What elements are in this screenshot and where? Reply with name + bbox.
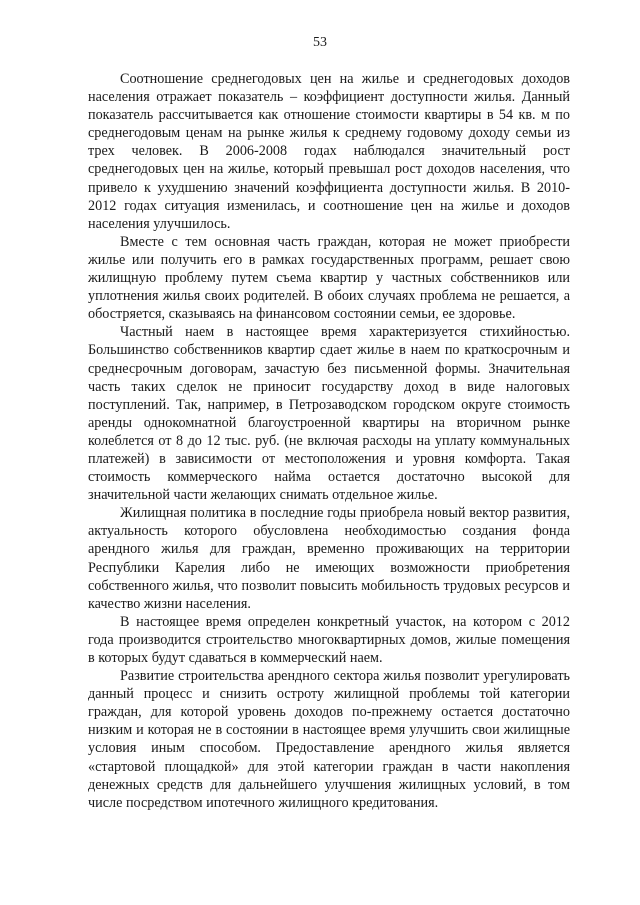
paragraph-private-rent: Частный наем в настоящее время характеризуется стихийностью. Большинство собственников квартир сдает жилье в наем по краткосрочным и среднесрочным договорам, зачастую без письменной формы. Значительная часть таких сделок не приносит государству доход в виде налоговых поступлений. Так, например, в Петрозаводском городском округе стоимость аренды однокомнатной благоустроенной квартиры на вторичном рынке колеблется от 8 до 12 тыс. руб. (не включая расходы на уплату коммунальных платежей) в зависимости от местоположения и уровня комфорта. Такая стоимость коммерческого найма остается достаточно высокой для значительной части желающих снимать отдельное жилье. bbox=[88, 324, 570, 504]
paragraph-housing-policy: Жилищная политика в последние годы приобрела новый вектор развития, актуальность которого обусловлена необходимостью создания фонда арендного жилья для граждан, временно проживающих на территории Республики Карелия либо не имеющих возможности приобретения собственного жилья, что позволит повысить мобильность трудовых ресурсов и качество жизни населения. bbox=[88, 505, 570, 612]
paragraph-affordability: Соотношение среднегодовых цен на жилье и среднегодовых доходов населения отражает показатель – коэффициент доступности жилья. Данный показатель рассчитывается как отношение стоимости квартиры в 54 кв. м по среднегодовым ценам на рынке жилья к среднему годовому доходу семьи из трех человек. В 2006-2008 годах наблюдался значительный рост среднегодовых цен на жилье, который превышал рост доходов населения, что привело к ухудшению значений коэффициента доступности жилья. В 2010-2012 годах ситуация изменилась, и соотношение цен на жилье и доходов населения улучшилось. bbox=[88, 71, 570, 232]
page-number: 53 bbox=[313, 35, 327, 50]
paragraph-construction-site: В настоящее время определен конкретный участок, на котором с 2012 года производится строительство многоквартирных домов, жилые помещения в которых будут сдаваться в коммерческий наем. bbox=[88, 613, 570, 666]
document-body bbox=[88, 70, 570, 812]
paragraph-rental-sector-development: Развитие строительства арендного сектора жилья позволит урегулировать данный процесс и снизить остроту жилищной проблемы той категории граждан, для которой уровень доходов по-прежнему остается достаточно низким и которая не в состоянии в настоящее время улучшить свои жилищные условия иным способом. Предоставление арендного жилья является «стартовой площадкой» для этой категории граждан в части накопления денежных средств для дальнейшего улучшения жилищных условий, в том числе посредством ипотечного жилищного кредитования. bbox=[88, 668, 570, 811]
paragraph-rental-housing-problem: Вместе с тем основная часть граждан, которая не может приобрести жилье или получить его в рамках государственных программ, решает свою жилищную проблему путем съема квартир у частных собственников или уплотнения жилья своих родителей. В обоих случаях проблема не решается, а обостряется, сказываясь на финансовом состоянии семьи, ее здоровье. bbox=[88, 233, 570, 323]
